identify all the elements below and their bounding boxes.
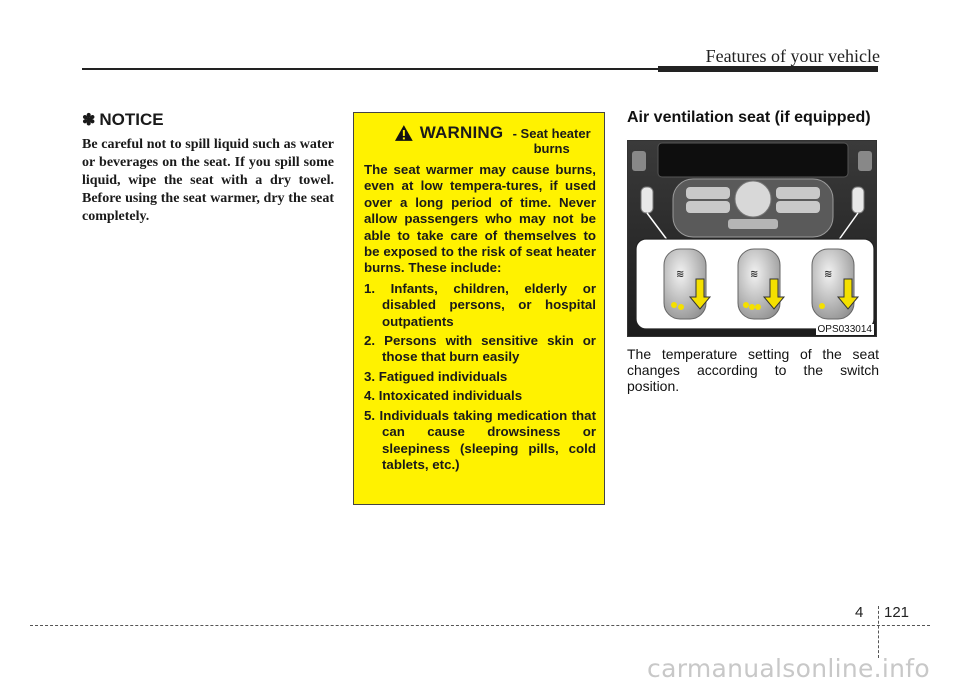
warning-label: WARNING	[419, 123, 504, 142]
footer-rule	[30, 625, 930, 626]
svg-text:≋: ≋	[824, 269, 833, 280]
dashboard-illustration	[628, 141, 877, 337]
footer-divider	[878, 606, 879, 658]
list-item: 3. Fatigued individuals	[364, 368, 508, 384]
warning-heading	[394, 123, 596, 156]
image-code: OPS033014	[817, 324, 872, 335]
warning-triangle-icon	[394, 124, 414, 142]
ventilation-body: The temperature setting of the seat changes according to the switch position.	[627, 346, 879, 394]
page-number: 121	[884, 604, 910, 621]
notice-heading	[82, 110, 334, 130]
list-item: 1. Infants, children, elderly or disabled persons, or hospital outpatients	[364, 280, 596, 329]
list-item: 2. Persons with sensitive skin or those that burn easily	[364, 333, 596, 365]
svg-text:≋: ≋	[750, 269, 759, 280]
list-item: 4. Intoxicated individuals	[364, 388, 523, 404]
notice-title: NOTICE	[99, 110, 164, 129]
notice-star-icon: ✽	[82, 112, 96, 129]
warning-list	[364, 281, 596, 473]
warning-body: The seat warmer may cause burns, even at low tempera-tures, if used over a long period of time. Never allow passengers who may not be able to take care of themselves to be exposed to the risk of seat heater burns. These include:	[364, 162, 596, 276]
chapter-number: 4	[855, 604, 864, 621]
header-title: Features of your vehicle	[705, 46, 880, 66]
warning-box	[353, 112, 605, 505]
watermark: carmanualsonline.info	[647, 654, 930, 683]
ventilation-switch-photo	[627, 140, 877, 337]
notice-section	[82, 110, 334, 226]
notice-body: Be careful not to spill liquid such as water or beverages on the seat. If you spill some liquid, wipe the seat with a dry towel. Before using the seat warmer, dry the seat completely.	[82, 137, 334, 224]
svg-text:≋: ≋	[676, 269, 685, 280]
ventilation-title: Air ventilation seat (if equipped)	[627, 109, 871, 126]
header-rule-accent	[658, 66, 878, 72]
list-item: 5. Individuals taking medication that can cause drowsiness or sleepiness (sleeping pills, cold tablets, etc.)	[364, 407, 596, 472]
warning-subtitle: - Seat heater burns	[512, 126, 591, 156]
